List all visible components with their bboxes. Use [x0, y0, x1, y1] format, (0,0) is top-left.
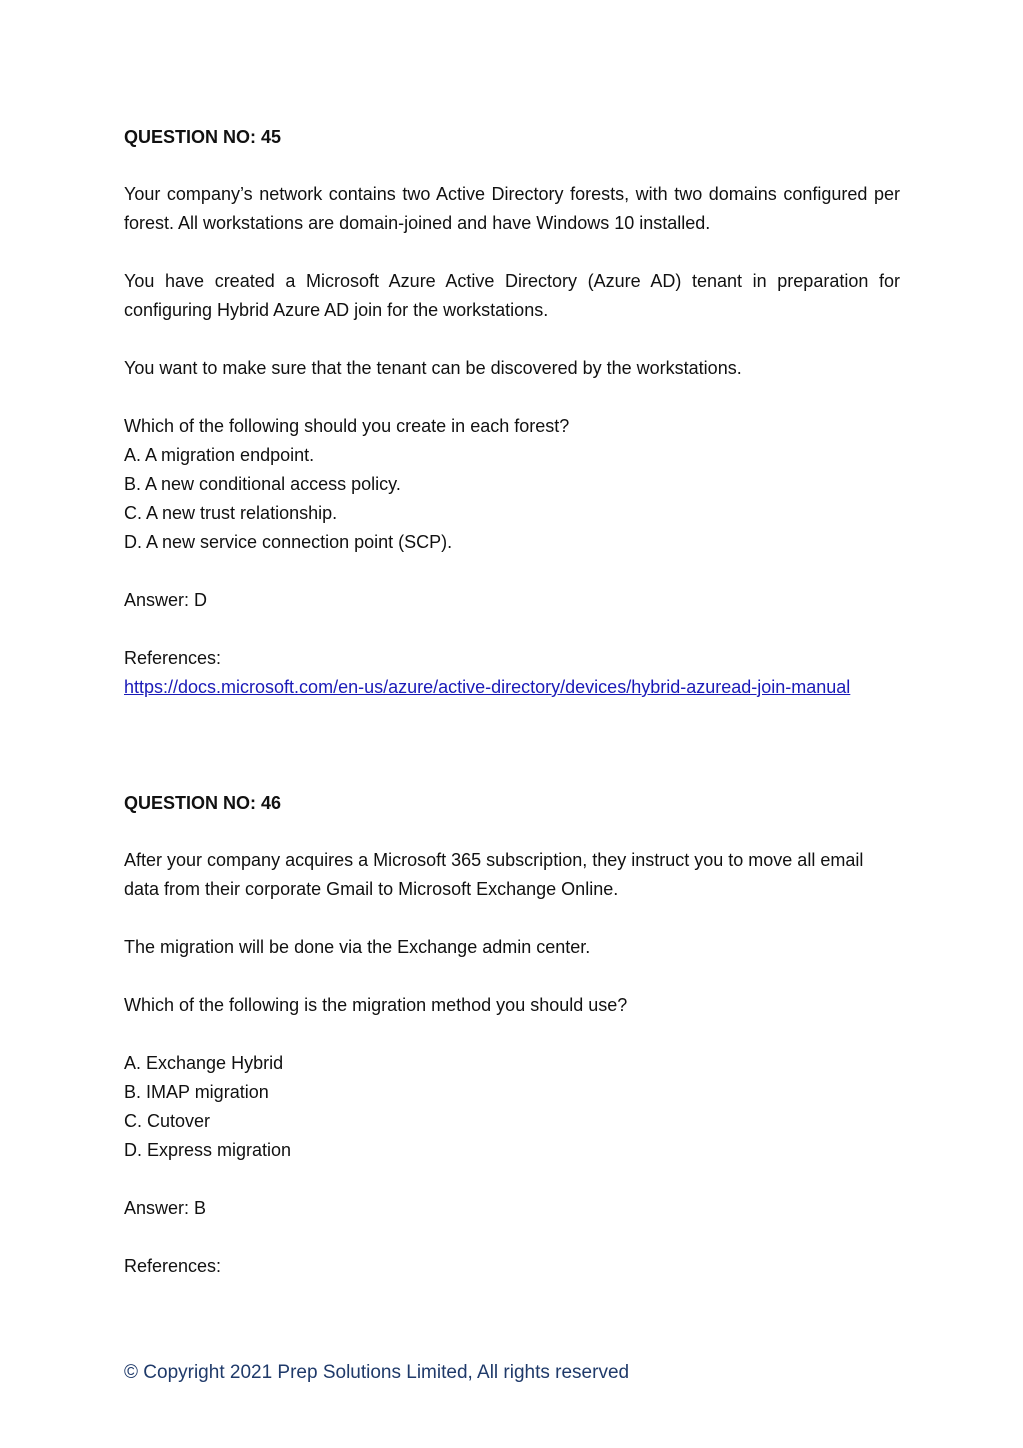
question-46-option-a: A. Exchange Hybrid — [124, 1053, 284, 1073]
document-page — [124, 0, 900, 1448]
question-45-answer: Answer: D — [124, 590, 208, 610]
question-46-option-c: C. Cutover — [124, 1111, 211, 1131]
question-46-paragraph-2: The migration will be done via the Exchange admin center. — [124, 937, 591, 957]
question-45-reference-link[interactable]: https://docs.microsoft.com/en-us/azure/active-directory/devices/hybrid-azuread-join-manual — [124, 677, 851, 697]
question-45-option-b: B. A new conditional access policy. — [124, 474, 401, 494]
question-45-prompt: Which of the following should you create in each forest? — [124, 416, 570, 436]
question-45-option-c: C. A new trust relationship. — [124, 503, 338, 523]
question-46-heading: QUESTION NO: 46 — [124, 793, 282, 813]
question-45-references-label: References: — [124, 648, 222, 668]
question-46-prompt: Which of the following is the migration method you should use? — [124, 995, 628, 1015]
question-45-option-a: A. A migration endpoint. — [124, 445, 315, 465]
question-45-option-d: D. A new service connection point (SCP). — [124, 532, 453, 552]
question-45-paragraph-2: You have created a Microsoft Azure Active Directory (Azure AD) tenant in preparation for configuring Hybrid Azure AD join for the workstations. — [124, 271, 900, 320]
question-46-option-d: D. Express migration — [124, 1140, 292, 1160]
question-46-option-b: B. IMAP migration — [124, 1082, 269, 1102]
question-45-paragraph-3: You want to make sure that the tenant can be discovered by the workstations. — [124, 358, 742, 378]
copyright-footer: © Copyright 2021 Prep Solutions Limited, All rights reserved — [124, 1362, 630, 1383]
question-46-references-label: References: — [124, 1256, 222, 1276]
question-46-paragraph-1: After your company acquires a Microsoft 365 subscription, they instruct you to move all email data from their corporate Gmail to Microsoft Exchange Online. — [124, 850, 864, 899]
question-45-heading: QUESTION NO: 45 — [124, 127, 282, 147]
question-45-paragraph-1: Your company’s network contains two Active Directory forests, with two domains configured per forest. All workstations are domain-joined and have Windows 10 installed. — [124, 184, 900, 233]
question-46-answer: Answer: B — [124, 1198, 207, 1218]
